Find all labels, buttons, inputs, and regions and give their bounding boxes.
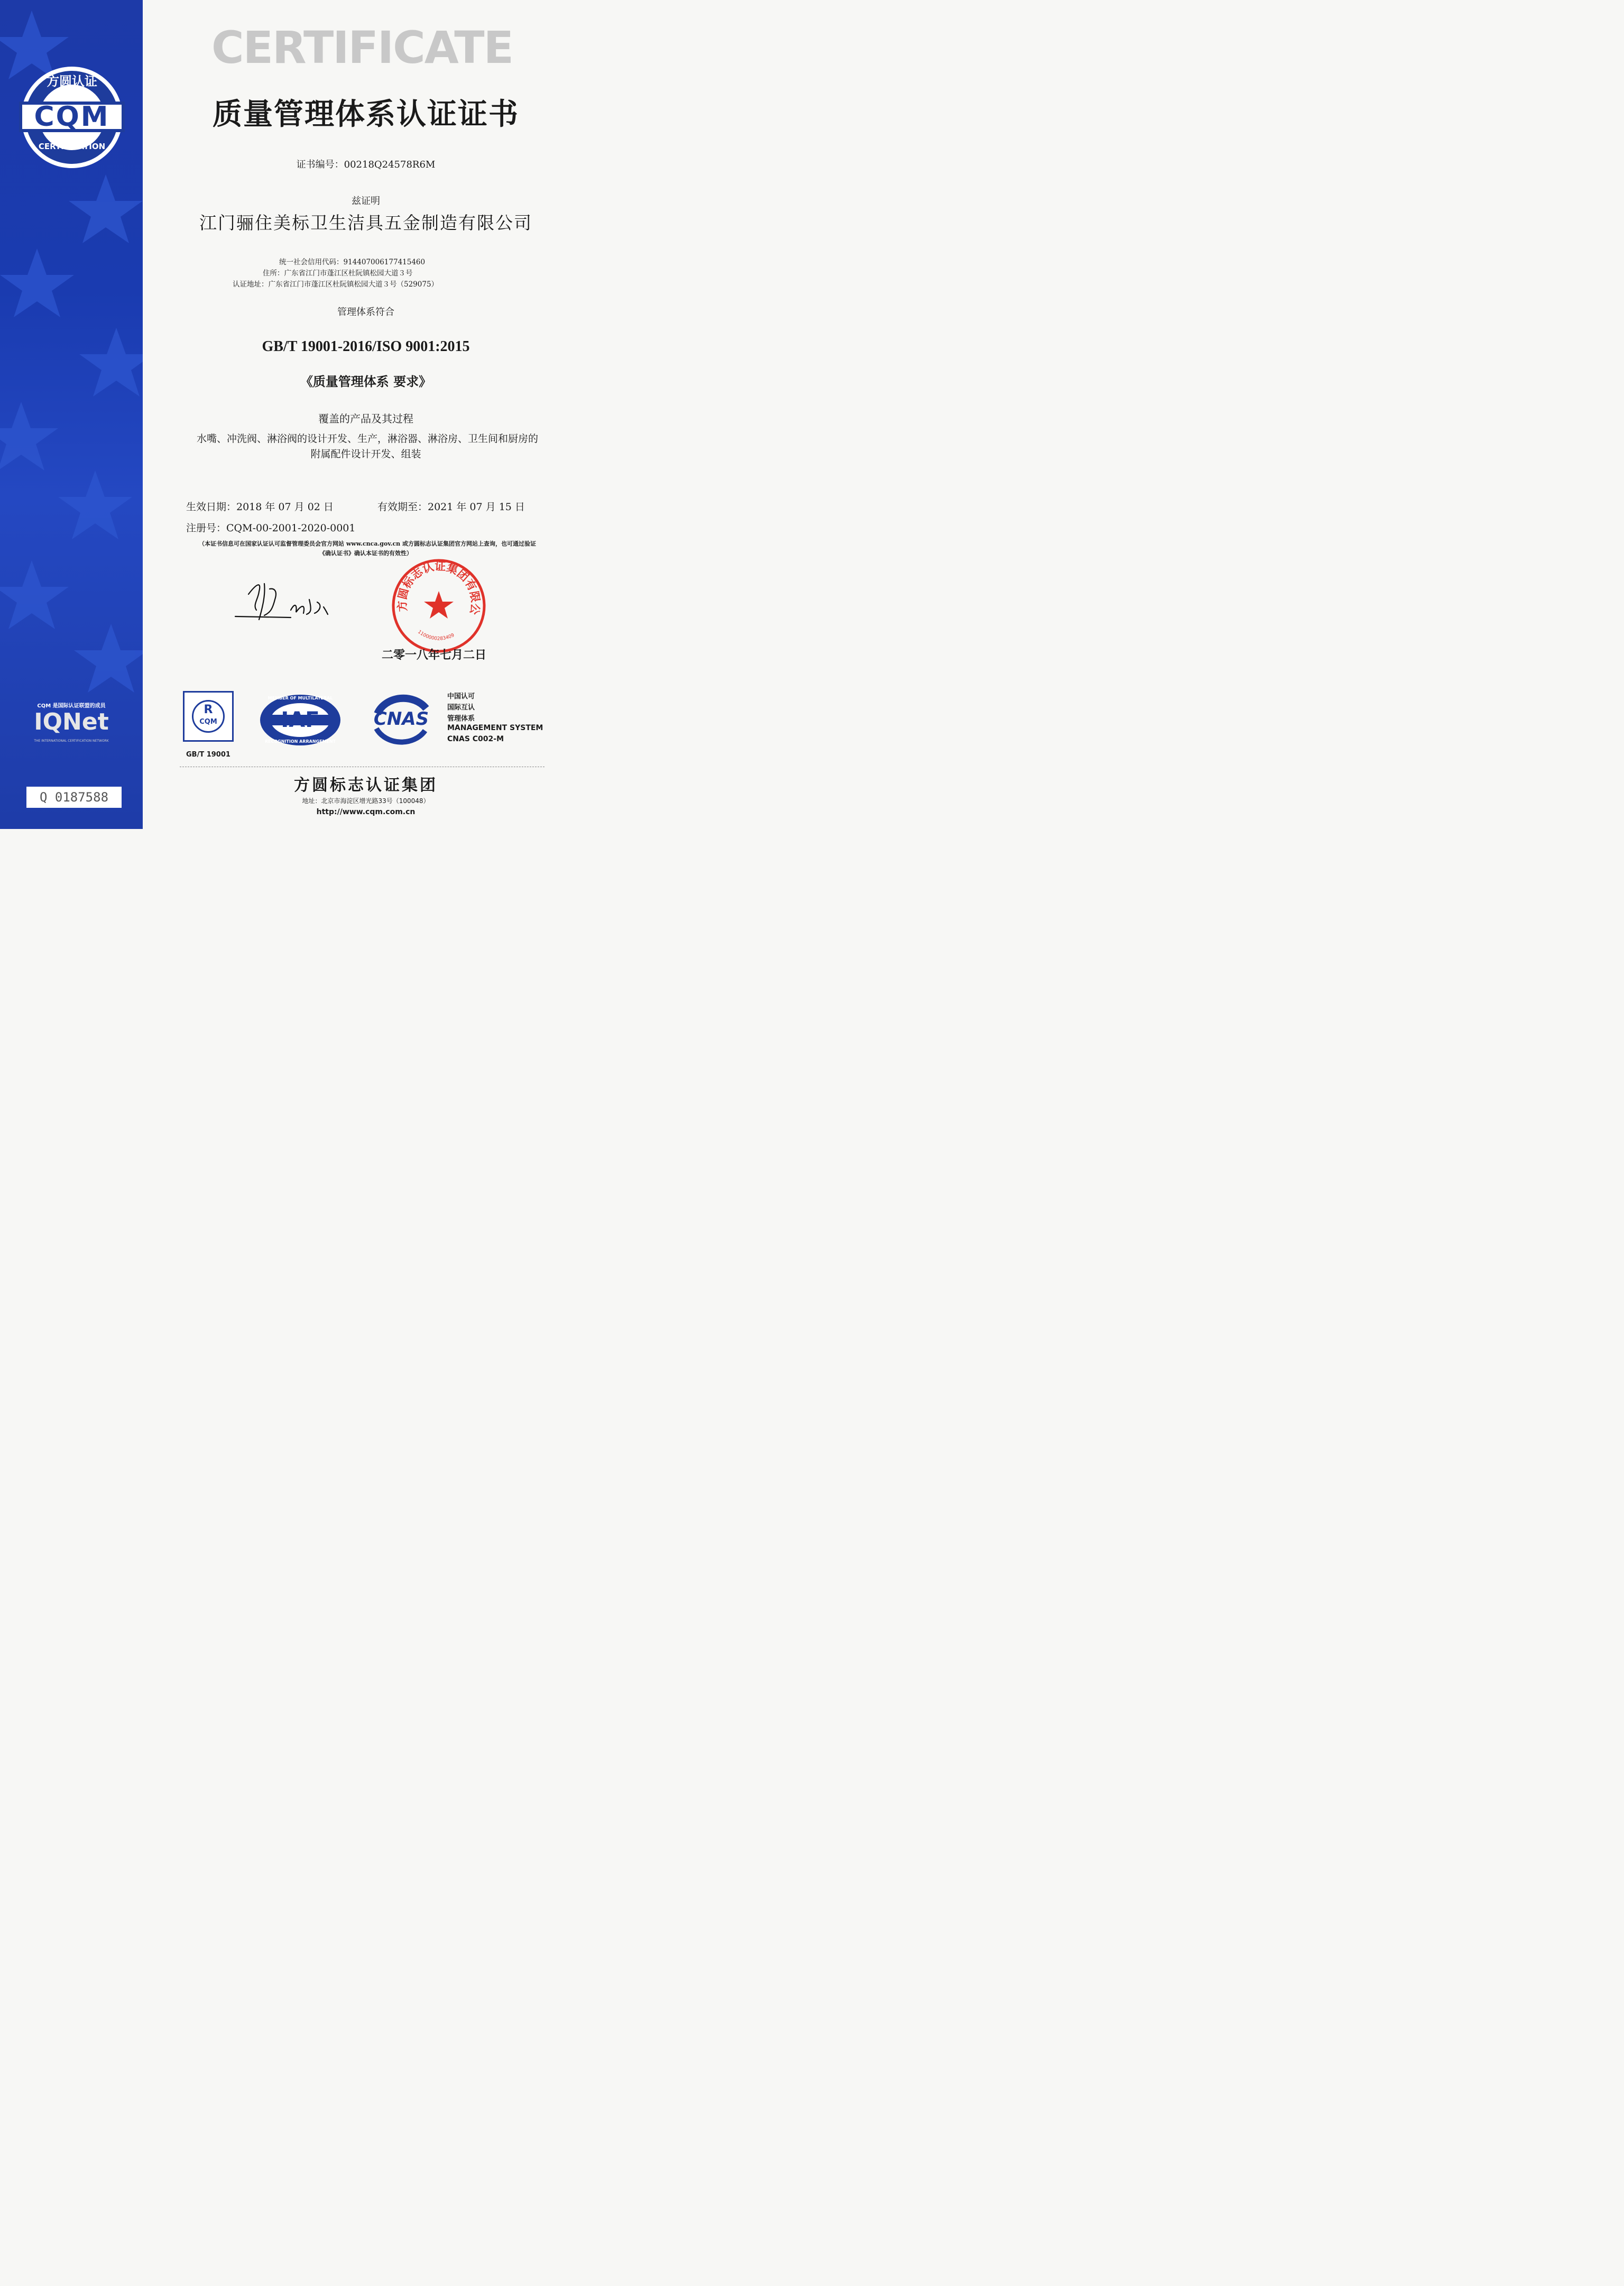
credit-code: 统一社会信用代码：914407006177415460 bbox=[279, 258, 426, 266]
iaf-ring-top: MEMBER OF MULTILATERAL bbox=[267, 696, 333, 700]
official-red-seal bbox=[391, 558, 486, 653]
scope-line-1: 水嘴、冲洗阀、淋浴阀的设计开发、生产，淋浴器、淋浴房、卫生间和厨房的 bbox=[196, 433, 538, 445]
cqm-logo-bottom-text: CERTIFICATION bbox=[38, 142, 106, 151]
rcqm-text: CQM bbox=[199, 718, 217, 726]
cnas-line-1: 中国认可 bbox=[447, 693, 475, 700]
left-blue-band bbox=[0, 0, 143, 829]
iqnet-subtitle: THE INTERNATIONAL CERTIFICATION NETWORK bbox=[34, 739, 109, 743]
residence-address: 住所：广东省江门市蓬江区杜阮镇松园大道３号 bbox=[263, 269, 413, 278]
scope-label: 覆盖的产品及其过程 bbox=[318, 412, 413, 425]
valid-until-date: 有效期至：2021 年 07 月 15 日 bbox=[377, 501, 525, 513]
serial-number-box bbox=[26, 787, 122, 808]
rcqm-caption: GB/T 19001 bbox=[186, 751, 230, 759]
footer-url[interactable]: http://www.cqm.com.cn bbox=[316, 808, 416, 816]
registration-number: 注册号：CQM-00-2001-2020-0001 bbox=[186, 522, 356, 534]
serial-number: Q 0187588 bbox=[39, 790, 109, 805]
certificate-page bbox=[0, 0, 589, 829]
seal-ring-text: 方圆标志认证集团有限公 bbox=[395, 559, 483, 616]
standard-name: 《质量管理体系 要求》 bbox=[300, 374, 432, 389]
iaf-ring-bottom: RECOGNITION ARRANGEMENT bbox=[264, 739, 336, 744]
company-name: 江门骊住美标卫生洁具五金制造有限公司 bbox=[199, 213, 532, 233]
cnas-line-3: 管理体系 bbox=[447, 715, 475, 723]
rcqm-logo bbox=[183, 691, 234, 742]
rcqm-letter: R bbox=[204, 703, 213, 716]
iaf-logo bbox=[259, 694, 342, 746]
certificate-number: 证书编号：00218Q24578R6M bbox=[296, 159, 436, 170]
cqm-logo-top-text: 方圆认证 bbox=[47, 74, 97, 89]
footer-address: 地址：北京市海淀区增光路33号（100048） bbox=[302, 797, 430, 805]
footer-organization: 方圆标志认证集团 bbox=[294, 776, 438, 795]
certified-address: 认证地址：广东省江门市蓬江区杜阮镇松园大道３号（529075） bbox=[233, 280, 439, 289]
certificate-watermark-title: CERTIFICATE bbox=[211, 26, 513, 69]
cnas-line-4: MANAGEMENT SYSTEM bbox=[447, 724, 543, 732]
handwritten-signature bbox=[233, 573, 338, 626]
verification-note-line-2: 《确认证书》确认本证书的有效性） bbox=[319, 550, 412, 557]
verification-note-line-1: （本证书信息可在国家认证认可监督管理委员会官方网站 www.cnca.gov.cn 或方圆标志认证集团官方网站上查询，也可通过验证 bbox=[199, 540, 536, 547]
scope-line-2: 附属配件设计开发、组装 bbox=[310, 448, 421, 460]
seal-number: 1100000283409 bbox=[417, 629, 456, 642]
iqnet-logo: IQNet bbox=[34, 708, 109, 735]
standard-code: GB/T 19001-2016/ISO 9001:2015 bbox=[262, 338, 470, 355]
cqm-logo bbox=[19, 64, 125, 170]
sign-date: 二零一八年七月二日 bbox=[382, 648, 487, 662]
certificate-title: 质量管理体系认证证书 bbox=[213, 97, 519, 132]
iqnet-caption: CQM 是国际认证联盟的成员 bbox=[37, 703, 106, 709]
hereby-certify: 兹证明 bbox=[352, 196, 380, 207]
cnas-text: CNAS bbox=[373, 708, 429, 730]
effective-date: 生效日期：2018 年 07 月 02 日 bbox=[186, 501, 334, 513]
conforms-label: 管理体系符合 bbox=[337, 307, 394, 318]
cnas-line-5: CNAS C002-M bbox=[447, 735, 504, 743]
iaf-text: IAF bbox=[281, 708, 320, 732]
cnas-logo bbox=[367, 693, 436, 745]
cnas-line-2: 国际互认 bbox=[447, 704, 475, 712]
cqm-logo-letters: CQM bbox=[34, 101, 110, 133]
